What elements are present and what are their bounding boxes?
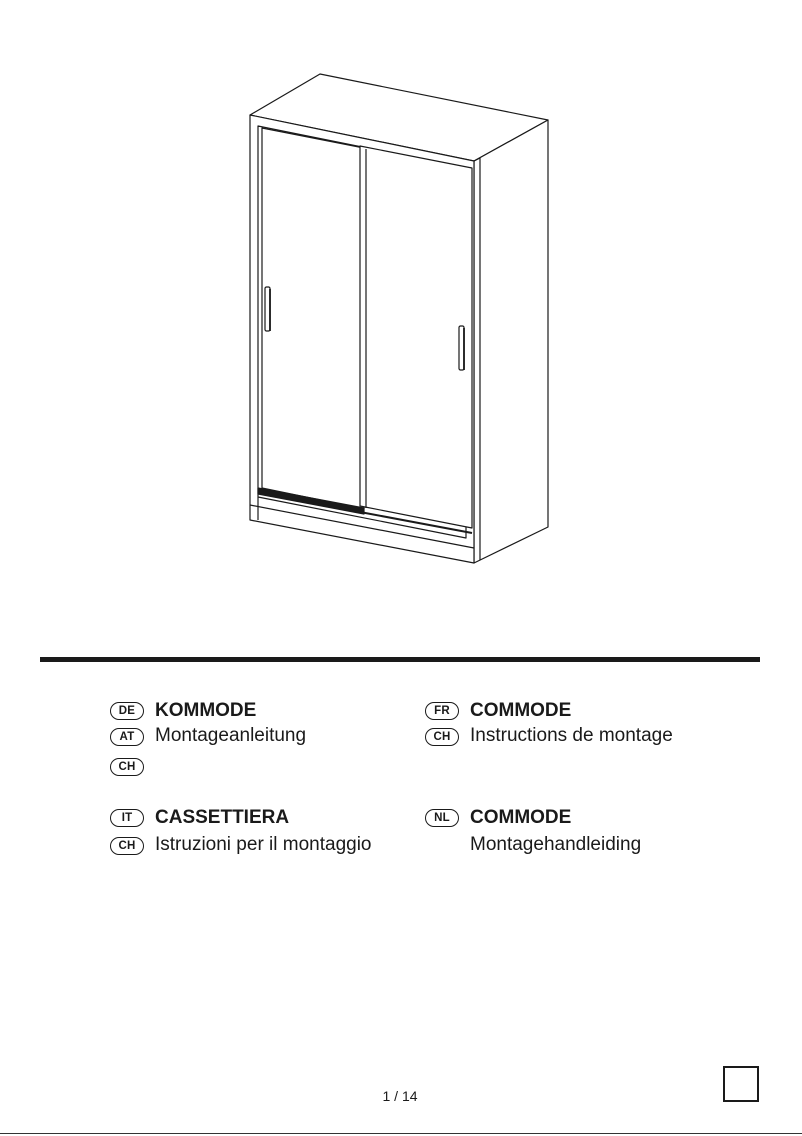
country-badge: FR — [425, 702, 459, 720]
language-block-nl — [425, 806, 765, 862]
country-badge: AT — [110, 728, 144, 746]
country-badge: CH — [110, 758, 144, 776]
manual-subtitle: Instructions de montage — [470, 725, 673, 746]
bottom-edge-line — [0, 1133, 802, 1134]
corner-box — [723, 1066, 759, 1102]
manual-subtitle: Istruzioni per il montaggio — [155, 834, 372, 855]
page-number: 1 / 14 — [382, 1088, 418, 1104]
manual-subtitle: Montageanleitung — [155, 725, 307, 746]
language-block-de — [110, 699, 410, 779]
manual-subtitle: Montagehandleiding — [470, 834, 642, 855]
country-badge: IT — [110, 809, 144, 827]
country-badge: DE — [110, 702, 144, 720]
product-title: COMMODE — [470, 700, 572, 721]
product-title: CASSETTIERA — [155, 807, 290, 828]
country-badge: CH — [110, 837, 144, 855]
product-title: COMMODE — [470, 807, 572, 828]
language-block-it — [110, 806, 410, 862]
country-badge: CH — [425, 728, 459, 746]
product-title: KOMMODE — [155, 700, 257, 721]
country-badge: NL — [425, 809, 459, 827]
section-divider — [40, 657, 760, 662]
language-block-fr — [425, 699, 765, 755]
